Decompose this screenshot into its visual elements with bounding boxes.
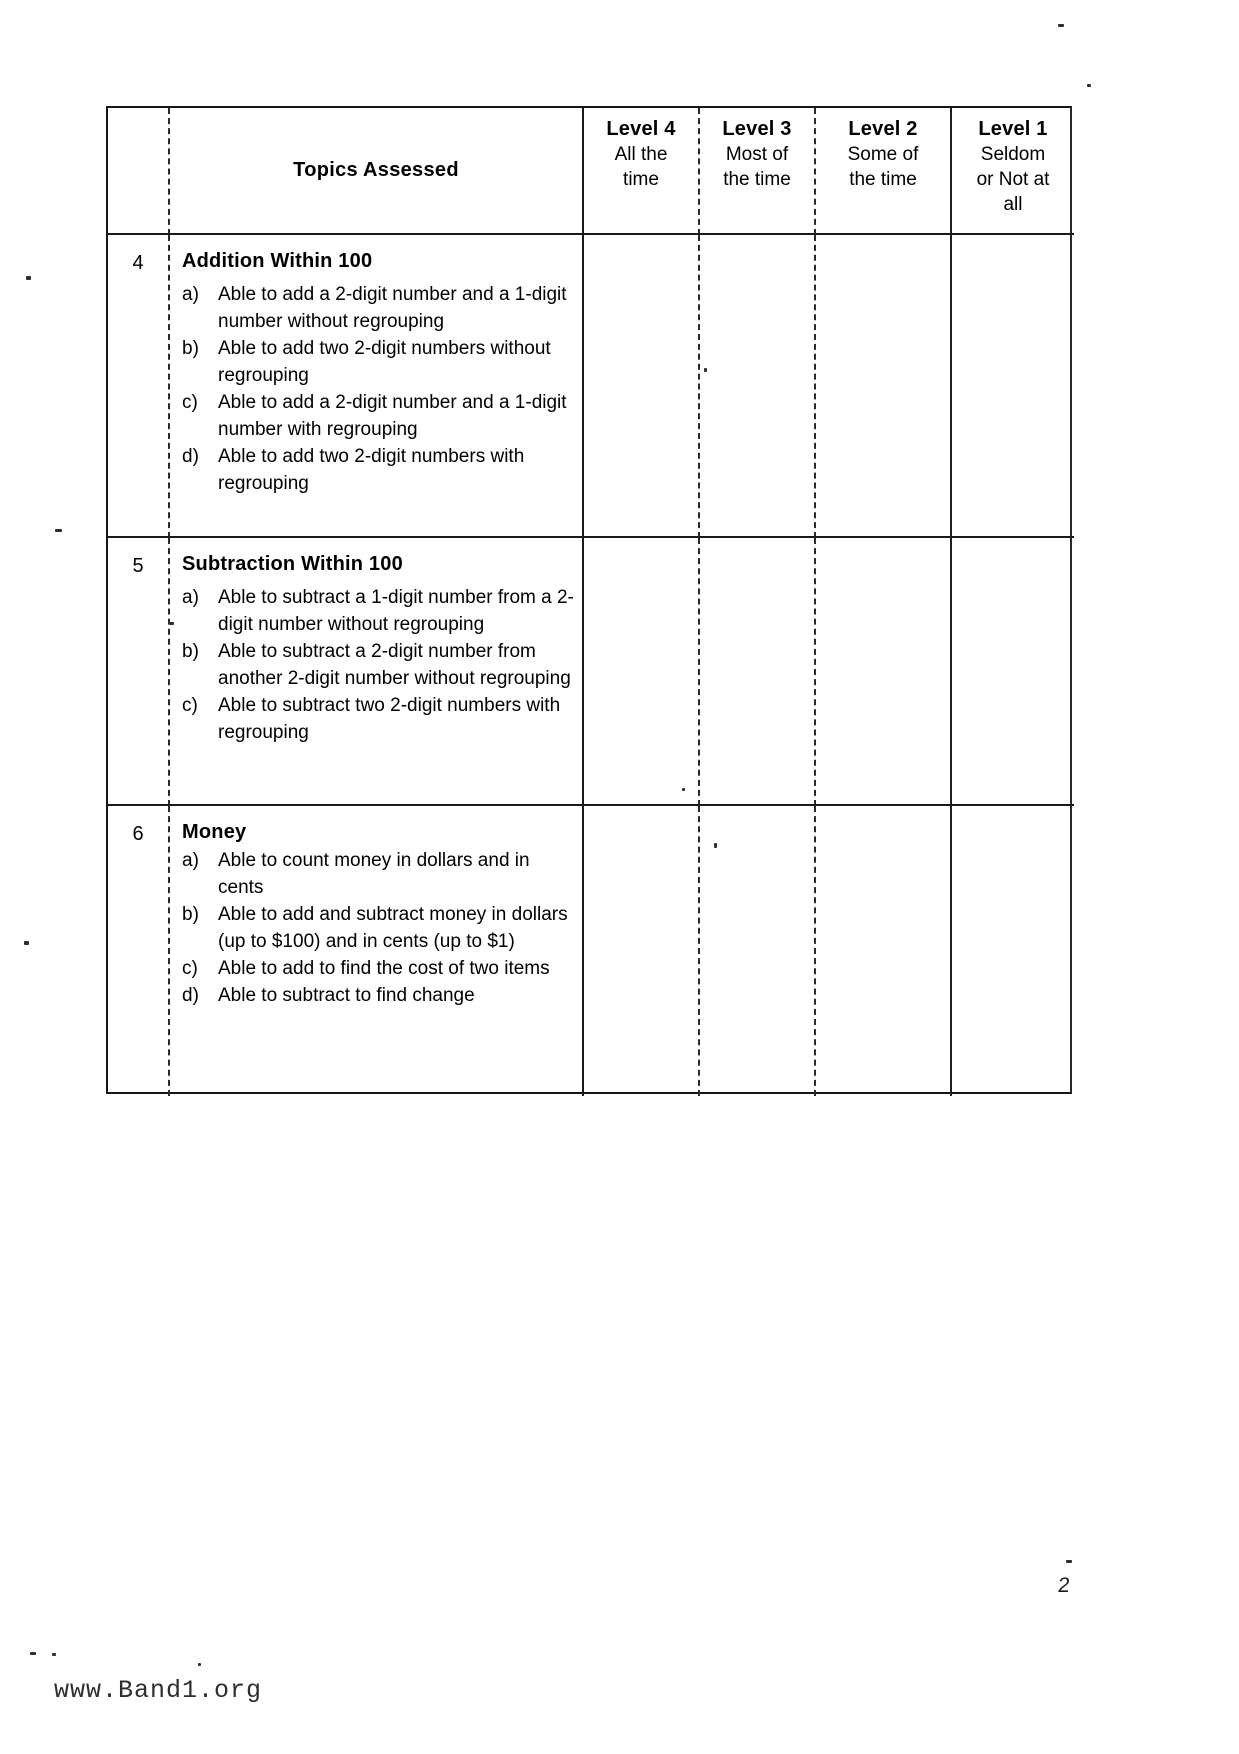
row-4-level-1-cell [952, 235, 1074, 538]
item-label: d) [182, 985, 199, 1006]
list-item [182, 955, 576, 982]
row-4-level-2-cell [816, 235, 952, 538]
scan-speck [682, 788, 685, 791]
level-3-subtitle: Most of the time [723, 144, 791, 190]
item-label: b) [182, 904, 199, 925]
item-text: Able to subtract two 2-digit numbers with regrouping [218, 695, 561, 743]
item-text: Able to subtract to find change [218, 985, 475, 1006]
scan-speck [55, 529, 62, 532]
list-item [182, 901, 576, 955]
row-4-number: 4 [108, 235, 170, 538]
row-5-level-3-cell [700, 538, 816, 806]
row-5-number: 5 [108, 538, 170, 806]
level-1-title: Level 1 [978, 118, 1048, 140]
list-item [182, 335, 576, 389]
scan-speck [198, 1663, 201, 1666]
header-number-cell [108, 108, 170, 235]
assessment-table [106, 106, 1072, 1094]
level-4-title: Level 4 [606, 118, 676, 140]
row-6-number: 6 [108, 806, 170, 1096]
scan-speck [30, 1652, 36, 1655]
header-topics-assessed [170, 108, 584, 235]
row-4-level-3-cell [700, 235, 816, 538]
page-number: 2 [1056, 1574, 1072, 1597]
list-item [182, 982, 576, 1009]
level-1-subtitle: Seldom or Not at all [976, 144, 1050, 215]
item-text: Able to add a 2-digit number and a 1-digit number with regrouping [218, 392, 567, 440]
list-item [182, 692, 576, 746]
footer-url: www.Band1.org [54, 1676, 263, 1705]
level-2-subtitle: Some of the time [847, 144, 919, 190]
item-label: a) [182, 850, 199, 871]
header-level-3 [700, 108, 816, 235]
row-4-topic-title: Addition Within 100 [182, 250, 373, 272]
row-6-level-1-cell [952, 806, 1074, 1096]
item-label: c) [182, 958, 198, 979]
item-text: Able to add a 2-digit number and a 1-digit number without regrouping [218, 284, 567, 332]
scan-speck [26, 276, 31, 280]
item-text: Able to add two 2-digit numbers without regrouping [218, 338, 551, 386]
item-text: Able to add two 2-digit numbers with regrouping [218, 446, 525, 494]
list-item [182, 847, 576, 901]
level-2-title: Level 2 [848, 118, 918, 140]
row-4-level-4-cell [584, 235, 700, 538]
scan-speck [704, 368, 707, 372]
row-5-level-4-cell [584, 538, 700, 806]
header-level-1 [952, 108, 1074, 235]
scan-speck [24, 941, 29, 945]
row-4-topic-cell [170, 235, 584, 538]
item-text: Able to subtract a 2-digit number from another 2-digit number without regrouping [218, 641, 571, 689]
scan-speck [714, 843, 717, 848]
scan-speck [1058, 24, 1064, 27]
row-5-level-2-cell [816, 538, 952, 806]
item-label: a) [182, 587, 199, 608]
item-label: b) [182, 338, 199, 359]
item-label: c) [182, 695, 198, 716]
item-label: b) [182, 641, 199, 662]
row-6-level-4-cell [584, 806, 700, 1096]
row-6-topic-cell [170, 806, 584, 1096]
row-6-level-3-cell [700, 806, 816, 1096]
row-6-level-2-cell [816, 806, 952, 1096]
scan-speck [52, 1653, 56, 1656]
item-text: Able to count money in dollars and in cents [218, 850, 530, 898]
level-4-subtitle: All the time [614, 144, 668, 190]
item-text: Able to add and subtract money in dollars (up to $100) and in cents (up to $1) [218, 904, 568, 952]
list-item [182, 389, 576, 443]
topics-assessed-label: Topics Assessed [293, 159, 459, 181]
scan-speck [1066, 1560, 1072, 1563]
header-level-2 [816, 108, 952, 235]
list-item [182, 443, 576, 497]
row-5-topic-cell [170, 538, 584, 806]
row-5-topic-title: Subtraction Within 100 [182, 553, 403, 575]
list-item [182, 638, 576, 692]
item-text: Able to subtract a 1-digit number from a 2-digit number without regrouping [218, 587, 574, 635]
row-5-level-1-cell [952, 538, 1074, 806]
header-level-4 [584, 108, 700, 235]
item-label: d) [182, 446, 199, 467]
row-6-topic-title: Money [182, 821, 247, 843]
scan-speck [169, 622, 174, 625]
item-text: Able to add to find the cost of two items [218, 958, 550, 979]
list-item [182, 584, 576, 638]
scan-speck [1087, 84, 1091, 87]
item-label: c) [182, 392, 198, 413]
list-item [182, 281, 576, 335]
item-label: a) [182, 284, 199, 305]
level-3-title: Level 3 [722, 118, 792, 140]
